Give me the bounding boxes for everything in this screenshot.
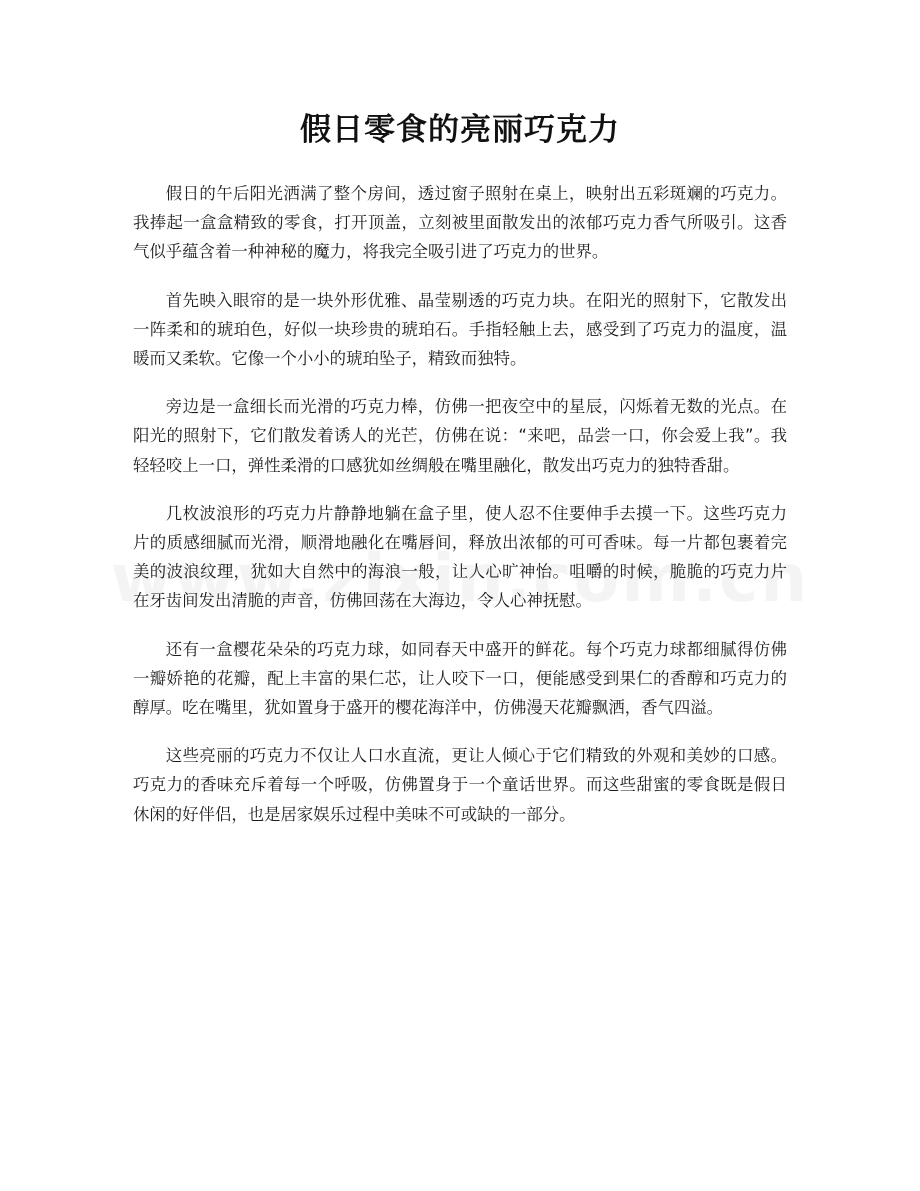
document-body (133, 179, 787, 848)
paragraph: 几枚波浪形的巧克力片静静地躺在盒子里，使人忍不住要伸手去摸一下。这些巧克力片的质感细腻而光滑，顺滑地融化在嘴唇间，释放出浓郁的可可香味。每一片都包裹着完美的波浪纹理，犹如大自然中的海浪一般，让人心旷神怡。咀嚼的时候，脆脆的巧克力片在牙齿间发出清脆的声音，仿佛回荡在大海边，令人心神抚慰。 (133, 503, 787, 611)
paragraph: 首先映入眼帘的是一块外形优雅、晶莹剔透的巧克力块。在阳光的照射下，它散发出一阵柔和的琥珀色，好似一块珍贵的琥珀石。手指轻触上去，感受到了巧克力的温度，温暖而又柔软。它像一个小小的琥珀坠子，精致而独特。 (133, 290, 787, 369)
paragraph: 旁边是一盒细长而光滑的巧克力棒，仿佛一把夜空中的星辰，闪烁着无数的光点。在阳光的照射下，它们散发着诱人的光芒，仿佛在说：“来吧，品尝一口，你会爱上我”。我轻轻咬上一口，弹性柔滑的口感犹如丝绸般在嘴里融化，散发出巧克力的独特香甜。 (133, 397, 787, 475)
document-title: 假日零食的亮丽巧克力 (300, 112, 620, 148)
paragraph: 还有一盒樱花朵朵的巧克力球，如同春天中盛开的鲜花。每个巧克力球都细腻得仿佛一瓣娇艳的花瓣，配上丰富的果仁芯，让人咬下一口，便能感受到果仁的香醇和巧克力的醇厚。吃在嘴里，犹如置身于盛开的樱花海洋中，仿佛漫天花瓣飘洒，香气四溢。 (133, 639, 787, 718)
paragraph: 这些亮丽的巧克力不仅让人口水直流，更让人倾心于它们精致的外观和美妙的口感。巧克力的香味充斥着每一个呼吸，仿佛置身于一个童话世界。而这些甜蜜的零食既是假日休闲的好伴侣，也是居家娱乐过程中美味不可或缺的一部分。 (133, 746, 787, 824)
paragraph: 假日的午后阳光洒满了整个房间，透过窗子照射在桌上，映射出五彩斑斓的巧克力。我捧起一盒盒精致的零食，打开顶盖，立刻被里面散发出的浓郁巧克力香气所吸引。这香气似乎蕴含着一种神秘的魔力，将我完全吸引进了巧克力的世界。 (133, 184, 787, 262)
